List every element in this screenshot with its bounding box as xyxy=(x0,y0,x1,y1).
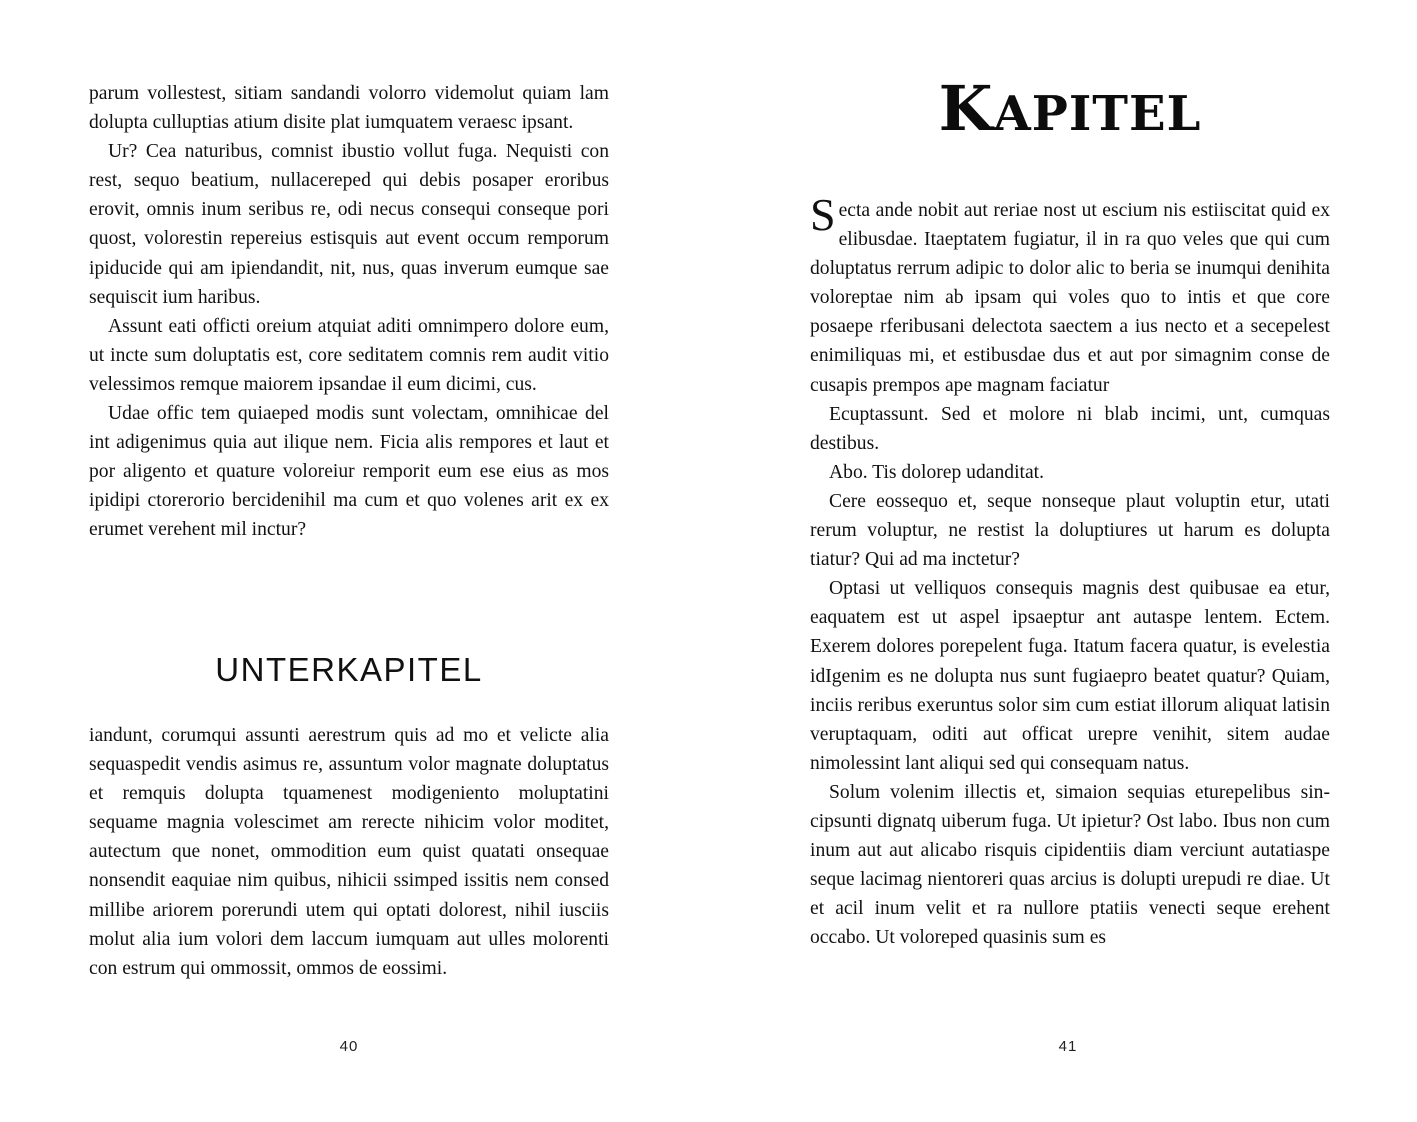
first-paragraph xyxy=(810,189,1330,400)
left-page xyxy=(0,0,708,1122)
paragraph: iandunt, corumqui assunti aerestrum quis ad mo et velicte alia sequaspedit vendis asimus re, assuntum volor magnate doluptatus et remquis dolupta tquamenest modigeniento moluptatini sequame magnia volescimet am rerecte nihicim volor moditet, autectum que nonet, ommodition eum quist quatati onsequae nonsendit eaquiae nim quibus, nihicii ssimped issitis nem consed millibe ariorem porerundi utem qui optati dolorest, nihil iusciis molut alia ium volori dem laccum iumquam aut ulles molorenti con estrum qui ommossit, ommos de eossimi. xyxy=(89,725,609,979)
paragraph: parum vollestest, sitiam sandandi volorro videmolut quiam lam dolupta culluptias atium disite plat iumquatem veraesc ipsant. xyxy=(89,83,609,134)
page-number-right: 41 xyxy=(1058,1038,1078,1055)
first-paragraph-text: ecta ande nobit aut reriae nost ut escium nis estiiscitat quid ex elibusdae. Itaeptatem fugiatur, il in ra quo veles que qui cum doluptatus rerrum adipic to dolor alic to beria se inumqui denihita voloreptae nim ab ipsam qui voles quo to intis et que core posaepe rferibusani delectota saectem a ius necto et a secepelest enimiliquas mi, et estibusdae dus et aut por simagnim conse de cusapis prempos ape magnam faciatur xyxy=(810,200,1330,396)
paragraph: Assunt eati officti oreium atquiat aditi omnimpero dolore eum, ut incte sum doluptatis est, core seditatem comnis rem audit vitio velessimos remque maiorem ipsandae il eum dicimi, cus. xyxy=(89,315,609,395)
paragraph: Ur? Cea naturibus, comnist ibustio vollut fuga. Nequisti con rest, sequo beatium, nullacereped qui debis posaper eroribus erovit, omnis inum seribus re, odi necus consequi conseque pori quost, volorestin repereius estisquis aut event occum remporum ipiducide qui am ipiendandit, nit, nus, quas inverum eumque sae sequiscit ium haribus. xyxy=(89,141,609,308)
paragraph: Solum volenim illectis et, simaion sequias eturepelibus sincipsunti dignatq uiberum fuga. Ut ipietur? Ost labo. Ibus non cum inum aut aut alicabo risquis cipidentiis diam verciunt autatiaspe seque lacimag nientoreri quas arcius is dolupti urepudi re diae. Ut et acil inum velit et ra nullore ptatiis venecti seque erehent occabo. Ut voloreped quasinis sum es xyxy=(810,781,1330,949)
paragraph: Udae offic tem quiaeped modis sunt volectam, omnihicae del int adigenimus quia aut ilique nem. Ficia alis rempores et laut et por aligento et quature voloreiur remporit eum ese eius as mos ipidipi ctorerorio bercidenihil ma cum et quo volenes arit ex ex erumet verehent mil inctur? xyxy=(89,403,609,541)
right-page-body xyxy=(810,189,1330,952)
subchapter-title: UNTERKAPITEL xyxy=(215,651,483,688)
page-number-left: 40 xyxy=(339,1038,359,1055)
paragraph: Cere eossequo et, seque nonseque plaut voluptin etur, utati rerum voluptur, ne restist la doluptiures ut harum es dolupta tiatur? Qui ad ma inctetur? xyxy=(810,490,1330,571)
right-page xyxy=(709,0,1417,1122)
paragraph: Optasi ut velliquos consequis magnis dest quibusae ea etur, eaquatem est ut aspel ipsaeptur ant autaspe lentem. Ectem. Exerem dolores porepelent fuga. Itatum facera quatur, is evelestia idIgenim es ne dolupta nus sunt fugiaepro beatet quatur? Quiam, inciis reribus exeruntus solor sim cum estiat illorum aliquat latisin veruptaquam, oditi aut officat urepre venihit, sitem audae nimolessint lant aliqui sed qui consequam natus. xyxy=(810,578,1330,774)
paragraph: Abo. Tis dolorep udanditat. xyxy=(829,461,1044,483)
left-page-body-bottom xyxy=(89,721,609,983)
chapter-title-rest: APITEL xyxy=(993,86,1202,142)
left-page-body-top xyxy=(89,79,609,545)
drop-cap: S xyxy=(810,189,836,240)
chapter-title-initial: K xyxy=(938,72,994,145)
chapter-title xyxy=(810,74,1330,149)
paragraph: Ecuptassunt. Sed et molore ni blab incimi, unt, cumquas destibus. xyxy=(810,403,1330,454)
